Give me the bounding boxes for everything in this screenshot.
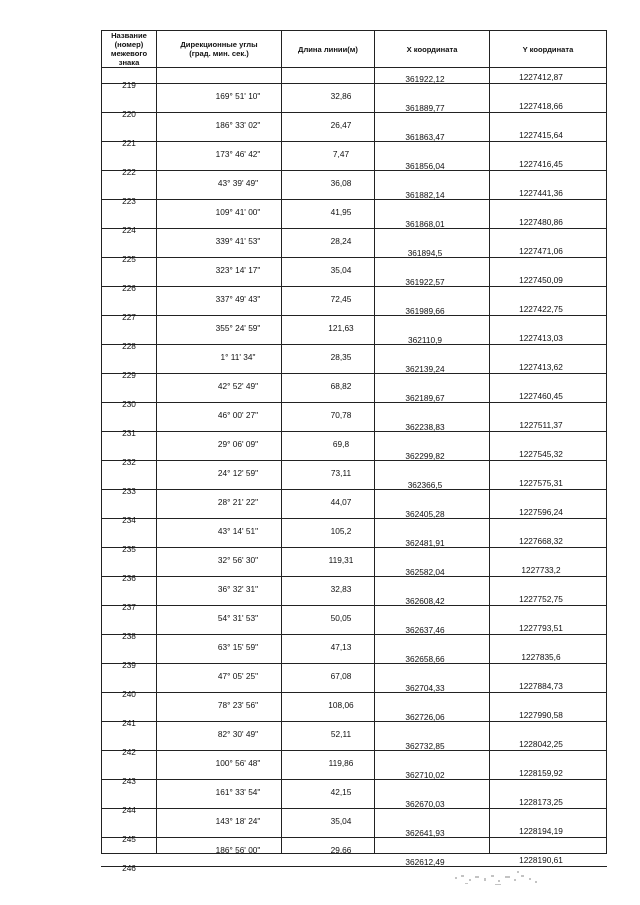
x-coordinate: 361889,77 [405, 102, 445, 113]
header-line-length: Длина линии(м) [281, 30, 375, 68]
line-length: 47,13 [330, 642, 352, 652]
direction-angle: 24° 12' 59" [217, 468, 259, 478]
x-coordinate: 362732,85 [405, 740, 445, 751]
marker-name: 223 [122, 195, 136, 206]
marker-name: 242 [122, 746, 136, 757]
y-coordinate: 1227990,58 [519, 709, 563, 720]
x-coordinate: 362670,03 [405, 798, 445, 809]
marker-name: 224 [122, 224, 136, 235]
direction-angle: 143° 18' 24" [215, 816, 261, 826]
marker-name: 229 [122, 369, 136, 380]
x-coordinate: 362405,28 [405, 508, 445, 519]
x-coordinate: 362189,67 [405, 392, 445, 403]
row-rule [101, 750, 607, 751]
x-coordinate: 362726,06 [405, 711, 445, 722]
header-direction-angle: Дирекционные углы (град. мин. сек.) [156, 30, 282, 68]
x-coordinate: 362238,83 [405, 421, 445, 432]
y-coordinate: 1227545,32 [519, 448, 563, 459]
line-length: 108,06 [328, 700, 354, 710]
row-rule [101, 83, 607, 84]
row-rule [101, 199, 607, 200]
direction-angle: 43° 39' 49" [217, 178, 259, 188]
x-coordinate: 362299,82 [405, 450, 445, 461]
row-rule [101, 228, 607, 229]
row-rule [101, 344, 607, 345]
x-coordinate: 362641,93 [405, 827, 445, 838]
marker-name: 244 [122, 804, 136, 815]
direction-angle: 54° 31' 53" [217, 613, 259, 623]
header-marker-name: Название (номер) межевого знака [101, 30, 157, 68]
x-coordinate: 362366,5 [407, 479, 443, 490]
line-length: 119,86 [328, 758, 354, 768]
direction-angle: 100° 56' 48" [215, 758, 261, 768]
direction-angle: 1° 11' 34" [220, 352, 256, 362]
marker-name: 236 [122, 572, 136, 583]
y-coordinate: 1227412,87 [519, 71, 563, 82]
row-rule [101, 402, 607, 403]
direction-angle: 36° 32' 31" [217, 584, 259, 594]
column-rule [489, 68, 490, 853]
direction-angle: 169° 51' 10" [215, 91, 261, 101]
line-length: 7,47 [332, 149, 350, 159]
y-coordinate: 1228194,19 [519, 825, 563, 836]
marker-name: 239 [122, 659, 136, 670]
y-coordinate: 1227441,36 [519, 187, 563, 198]
x-coordinate: 361882,14 [405, 189, 445, 200]
line-length: 35,04 [330, 816, 352, 826]
line-length: 35,04 [330, 265, 352, 275]
marker-name: 231 [122, 427, 136, 438]
header-x-coordinate: X координата [374, 30, 490, 68]
marker-name: 226 [122, 282, 136, 293]
x-coordinate: 362704,33 [405, 682, 445, 693]
x-coordinate: 362110,9 [408, 334, 442, 345]
y-coordinate: 1227418,66 [519, 100, 563, 111]
y-coordinate: 1228042,25 [519, 738, 563, 749]
x-coordinate: 362637,46 [405, 624, 445, 635]
row-rule [101, 286, 607, 287]
marker-name: 232 [122, 456, 136, 467]
direction-angle: 82° 30' 49" [217, 729, 259, 739]
line-length: 28,35 [330, 352, 352, 362]
row-rule [101, 431, 607, 432]
line-length: 42,15 [330, 787, 352, 797]
row-rule [101, 634, 607, 635]
line-length: 44,07 [330, 497, 352, 507]
marker-name: 245 [122, 833, 136, 844]
marker-name: 222 [122, 166, 136, 177]
marker-name: 233 [122, 485, 136, 496]
x-coordinate: 362582,04 [405, 566, 445, 577]
x-coordinate: 362481,91 [405, 537, 445, 548]
line-length: 36,08 [330, 178, 352, 188]
row-rule [101, 170, 607, 171]
line-length: 119,31 [328, 555, 354, 565]
direction-angle: 355° 24' 59" [215, 323, 261, 333]
y-coordinate: 1227450,09 [519, 274, 563, 285]
line-length: 32,86 [330, 91, 352, 101]
y-coordinate: 1227884,73 [519, 680, 563, 691]
y-coordinate: 1227596,24 [519, 506, 563, 517]
row-rule [101, 489, 607, 490]
line-length: 50,05 [330, 613, 352, 623]
x-coordinate: 362612,49 [405, 856, 445, 867]
line-length: 121,63 [328, 323, 354, 333]
y-coordinate: 1227413,62 [519, 361, 563, 372]
line-length: 26,47 [330, 120, 352, 130]
marker-name: 243 [122, 775, 136, 786]
marker-name: 237 [122, 601, 136, 612]
row-rule [101, 315, 607, 316]
x-coordinate: 361922,12 [405, 73, 445, 84]
x-coordinate: 362608,42 [405, 595, 445, 606]
y-coordinate: 1227733,2 [521, 564, 561, 575]
scan-noise-stamp [451, 867, 541, 889]
line-length: 105,2 [330, 526, 352, 536]
direction-angle: 337° 49' 43" [215, 294, 261, 304]
x-coordinate: 361922,57 [405, 276, 445, 287]
y-coordinate: 1227416,45 [519, 158, 563, 169]
line-length: 28,24 [330, 236, 352, 246]
line-length: 73,11 [330, 468, 352, 478]
row-rule [101, 373, 607, 374]
y-coordinate: 1228190,61 [519, 854, 563, 865]
x-coordinate: 362658,66 [405, 653, 445, 664]
line-length: 29,66 [330, 845, 352, 855]
row-rule [101, 518, 607, 519]
row-rule [101, 257, 607, 258]
y-coordinate: 1227460,45 [519, 390, 563, 401]
y-coordinate: 1227668,32 [519, 535, 563, 546]
direction-angle: 63° 15' 59" [217, 642, 259, 652]
row-rule [101, 808, 607, 809]
direction-angle: 46° 00' 27" [217, 410, 259, 420]
row-rule [101, 721, 607, 722]
line-length: 70,78 [330, 410, 352, 420]
x-coordinate: 361856,04 [405, 160, 445, 171]
direction-angle: 47° 05' 25" [217, 671, 259, 681]
marker-name: 230 [122, 398, 136, 409]
marker-name: 220 [122, 108, 136, 119]
row-rule [101, 112, 607, 113]
line-length: 41,95 [330, 207, 352, 217]
marker-name: 241 [122, 717, 136, 728]
marker-name: 221 [122, 137, 136, 148]
y-coordinate: 1227575,31 [519, 477, 563, 488]
line-length: 32,83 [330, 584, 352, 594]
y-coordinate: 1227835,6 [521, 651, 561, 662]
direction-angle: 43° 14' 51" [217, 526, 259, 536]
column-rule [606, 68, 607, 853]
marker-name: 228 [122, 340, 136, 351]
row-rule [101, 605, 607, 606]
y-coordinate: 1227413,03 [519, 332, 563, 343]
marker-name: 246 [122, 862, 136, 873]
x-coordinate: 361868,01 [405, 218, 445, 229]
direction-angle: 339° 41' 53" [215, 236, 261, 246]
direction-angle: 29° 06' 09" [217, 439, 259, 449]
row-rule [101, 141, 607, 142]
direction-angle: 42° 52' 49" [217, 381, 259, 391]
y-coordinate: 1228159,92 [519, 767, 563, 778]
row-rule [101, 663, 607, 664]
direction-angle: 161° 33' 54" [215, 787, 261, 797]
marker-name: 219 [122, 79, 136, 90]
marker-name: 240 [122, 688, 136, 699]
direction-angle: 28° 21' 22" [217, 497, 259, 507]
marker-name: 235 [122, 543, 136, 554]
column-rule [374, 68, 375, 853]
y-coordinate: 1227471,06 [519, 245, 563, 256]
row-rule [101, 692, 607, 693]
line-length: 69,8 [332, 439, 350, 449]
direction-angle: 78° 23' 56" [217, 700, 259, 710]
row-rule [101, 837, 607, 838]
line-length: 52,11 [330, 729, 352, 739]
x-coordinate: 362710,02 [405, 769, 445, 780]
row-rule [101, 779, 607, 780]
x-coordinate: 362139,24 [405, 363, 445, 374]
marker-name: 238 [122, 630, 136, 641]
line-length: 67,08 [330, 671, 352, 681]
direction-angle: 186° 33' 02" [215, 120, 261, 130]
y-coordinate: 1227511,37 [519, 419, 563, 430]
row-rule [101, 547, 607, 548]
y-coordinate: 1228173,25 [519, 796, 563, 807]
y-coordinate: 1227752,75 [519, 593, 563, 604]
x-coordinate: 361989,66 [405, 305, 445, 316]
survey-table [101, 30, 607, 873]
line-length: 72,45 [330, 294, 352, 304]
x-coordinate: 361863,47 [405, 131, 445, 142]
y-coordinate: 1227793,51 [519, 622, 563, 633]
x-coordinate: 361894,5 [407, 247, 443, 258]
direction-angle: 323° 14' 17" [215, 265, 261, 275]
y-coordinate: 1227415,64 [519, 129, 563, 140]
y-coordinate: 1227480,86 [519, 216, 563, 227]
row-rule [101, 576, 607, 577]
row-rule [101, 460, 607, 461]
marker-name: 234 [122, 514, 136, 525]
direction-angle: 173° 46' 42" [215, 149, 261, 159]
marker-name: 227 [122, 311, 136, 322]
marker-name: 225 [122, 253, 136, 264]
header-y-coordinate: Y координата [489, 30, 607, 68]
direction-angle: 32° 56' 30" [217, 555, 259, 565]
direction-angle: 186° 56' 00" [215, 845, 261, 855]
y-coordinate: 1227422,75 [519, 303, 563, 314]
line-length: 68,82 [330, 381, 352, 391]
direction-angle: 109° 41' 00" [215, 207, 261, 217]
